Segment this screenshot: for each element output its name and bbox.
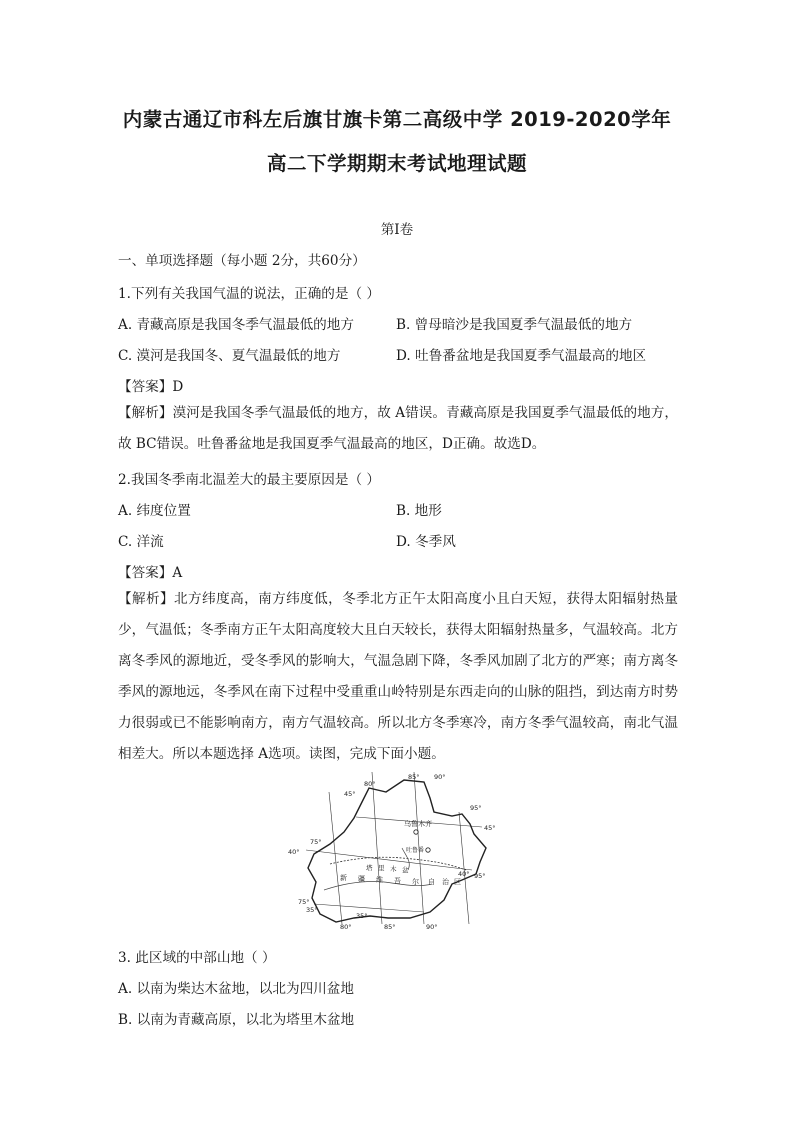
question-1-option-d: D. 吐鲁番盆地是我国夏季气温最高的地区 bbox=[396, 348, 647, 364]
map-label-lon-75-bottom: 75° bbox=[298, 898, 310, 906]
map-label-lat-45-right: 45° bbox=[484, 824, 496, 832]
question-1-answer: 【答案】D bbox=[118, 379, 184, 395]
map-label-lat-35-bottom: 35° bbox=[356, 912, 368, 920]
map-label-lat-40-right: 40° bbox=[458, 870, 470, 878]
map-label-lon-90: 90° bbox=[434, 773, 446, 781]
xinjiang-map bbox=[284, 772, 510, 932]
map-label-xj-3: 维 bbox=[376, 876, 383, 884]
map-label-xj-2: 疆 bbox=[358, 875, 365, 883]
map-label-xj-6: 自 bbox=[428, 878, 435, 886]
map-graticule bbox=[306, 772, 482, 924]
map-label-xj-4: 吾 bbox=[394, 877, 401, 885]
question-1-option-c: C. 漠河是我国冬、夏气温最低的地方 bbox=[118, 348, 341, 364]
question-3-option-b: B. 以南为青藏高原，以北为塔里木盆地 bbox=[118, 1012, 355, 1028]
map-label-tarim-3: 木 bbox=[390, 865, 397, 873]
map-label-lon-75-top: 75° bbox=[310, 838, 322, 846]
question-3-stem: 3. 此区域的中部山地（ ） bbox=[118, 950, 276, 966]
question-2-option-c: C. 洋流 bbox=[118, 534, 164, 550]
map-label-tarim-4: 盆 bbox=[402, 866, 409, 874]
map-label-lon-85: 85° bbox=[408, 773, 420, 781]
question-2-stem: 2.我国冬季南北温差大的最主要原因是（ ） bbox=[118, 472, 380, 488]
question-3-option-a: A. 以南为柴达木盆地，以北为四川盆地 bbox=[118, 981, 354, 997]
question-2-option-a: A. 纬度位置 bbox=[118, 503, 191, 519]
map-label-tarim-2: 里 bbox=[378, 864, 385, 872]
question-2-option-b: B. 地形 bbox=[396, 503, 442, 519]
urumqi-marker bbox=[414, 830, 418, 834]
map-label-lon-80-bottom: 80° bbox=[340, 923, 352, 931]
map-label-lon-85-bottom: 85° bbox=[384, 923, 396, 931]
map-label-tarim-1: 塔 bbox=[366, 864, 373, 872]
question-1-stem: 1.下列有关我国气温的说法，正确的是（ ） bbox=[118, 286, 380, 302]
map-label-xj-1: 新 bbox=[340, 874, 347, 882]
question-2-option-d: D. 冬季风 bbox=[396, 534, 456, 550]
map-label-xj-5: 尔 bbox=[412, 878, 419, 886]
map-label-lon-95-right: 95° bbox=[474, 872, 486, 880]
map-label-urumqi: 乌鲁木齐 bbox=[404, 820, 432, 828]
question-2-answer: 【答案】A bbox=[118, 565, 183, 581]
mountain-range bbox=[330, 857, 466, 870]
section-heading: 一、单项选择题（每小题 2分，共60分） bbox=[118, 253, 366, 269]
map-label-xj-8: 区 bbox=[454, 878, 461, 886]
turpan-marker bbox=[426, 848, 430, 852]
question-2-analysis: 【解析】北方纬度高，南方纬度低，冬季北方正午太阳高度小且白天短，获得太阳辐射热量少，气温低；冬季南方正午太阳高度较大且白天较长，获得太阳辐射热量多，气温较高。北方离冬季风的源地近，受冬季风的影响大，气温急剧下降，冬季风加剧了北方的严寒；南方离冬季风的源地远，冬季风在南下过程中受重重山岭特别是东西走向的山脉的阻挡，到达南方时势力很弱或已不能影响南方，南方气温较高。所以北方冬季寒冷，南方冬季气温较高，南北气温相差大。所以本题选择 A选项。读图，完成下面小题。 bbox=[118, 591, 678, 762]
map-label-turpan: 吐鲁番 bbox=[406, 847, 425, 854]
doc-title-line1: 内蒙古通辽市科左后旗甘旗卡第二高级中学 2019-2020学年 bbox=[122, 108, 672, 131]
volume-heading: 第Ⅰ卷 bbox=[380, 222, 414, 238]
map-label-lat-45-left: 45° bbox=[344, 790, 356, 798]
map-label-lat-35-left: 35° bbox=[306, 906, 318, 914]
map-label-lon-95: 95° bbox=[470, 804, 482, 812]
map-label-lon-90-bottom: 90° bbox=[426, 923, 438, 931]
question-1-option-b: B. 曾母暗沙是我国夏季气温最低的地方 bbox=[396, 317, 633, 333]
question-1-option-a: A. 青藏高原是我国冬季气温最低的地方 bbox=[118, 317, 354, 333]
doc-title-line2: 高二下学期期末考试地理试题 bbox=[266, 152, 527, 175]
map-label-lat-40-left: 40° bbox=[288, 848, 300, 856]
map-label-lon-80: 80° bbox=[364, 780, 376, 788]
map-label-xj-7: 治 bbox=[442, 878, 449, 886]
question-1-analysis: 【解析】漠河是我国冬季气温最低的地方，故 A错误。青藏高原是我国夏季气温最低的地方，故 BC错误。吐鲁番盆地是我国夏季气温最高的地区，D正确。故选D。 bbox=[118, 405, 678, 452]
